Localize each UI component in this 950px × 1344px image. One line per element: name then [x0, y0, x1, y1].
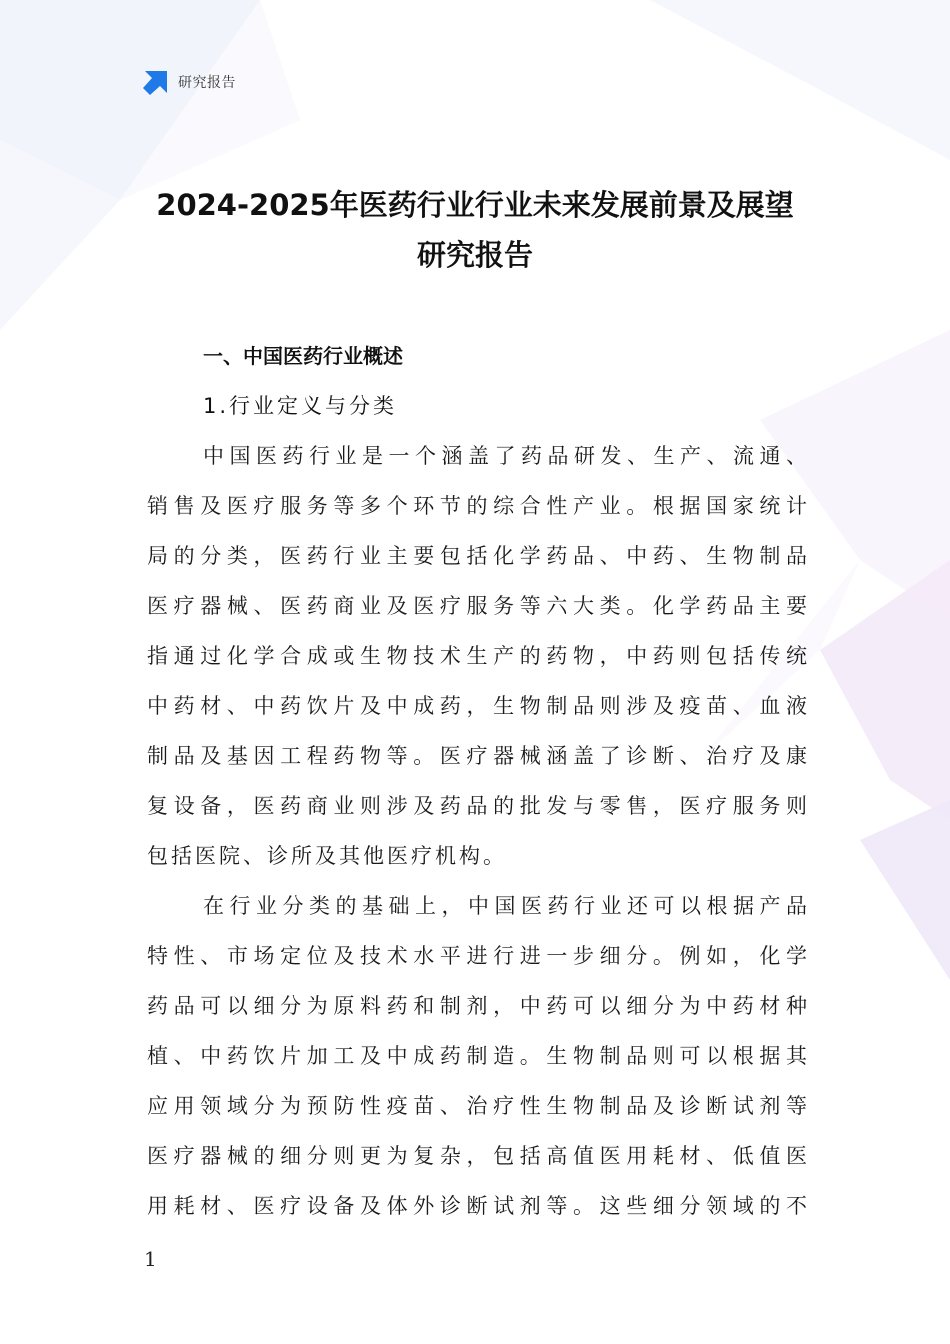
paragraph-line: 制品及基因工程药物等。医疗器械涵盖了诊断、治疗及康 — [147, 744, 807, 768]
paragraph-line: 中药材、中药饮片及中成药，生物制品则涉及疫苗、血液 — [147, 694, 807, 718]
paragraph-line: 特性、市场定位及技术水平进行进一步细分。例如，化学 — [147, 944, 807, 968]
section-heading: 一、中国医药行业概述 — [203, 344, 403, 368]
arrow-up-right-icon — [143, 69, 169, 95]
paragraph-line: 在行业分类的基础上，中国医药行业还可以根据产品 — [203, 894, 807, 918]
paragraph-line: 医疗器械、医药商业及医疗服务等六大类。化学药品主要 — [147, 594, 807, 618]
paragraph-line: 复设备，医药商业则涉及药品的批发与零售，医疗服务则 — [147, 794, 807, 818]
document-body — [147, 331, 807, 1231]
paragraph-2 — [147, 881, 807, 1231]
report-header — [143, 68, 236, 96]
page-number: 1 — [144, 1247, 157, 1271]
paragraph-line: 中国医药行业是一个涵盖了药品研发、生产、流通、 — [203, 444, 807, 468]
paragraph-line: 植、中药饮片加工及中成药制造。生物制品则可以根据其 — [147, 1044, 807, 1068]
paragraph-1 — [147, 431, 807, 881]
title-line-2: 研究报告 — [416, 238, 533, 272]
paragraph-line: 应用领域分为预防性疫苗、治疗性生物制品及诊断试剂等 — [147, 1094, 807, 1118]
paragraph-line: 销售及医疗服务等多个环节的综合性产业。根据国家统计 — [147, 494, 807, 518]
paragraph-line: 局的分类，医药行业主要包括化学药品、中药、生物制品 — [147, 544, 807, 568]
section-subheading: 1.行业定义与分类 — [203, 394, 398, 418]
header-label: 研究报告 — [178, 75, 236, 91]
paragraph-line: 用耗材、医疗设备及体外诊断试剂等。这些细分领域的不 — [147, 1194, 807, 1218]
paragraph-line: 指通过化学合成或生物技术生产的药物，中药则包括传统 — [147, 644, 807, 668]
paragraph-line: 包括医院、诊所及其他医疗机构。 — [147, 844, 507, 868]
paragraph-line: 药品可以细分为原料药和制剂，中药可以细分为中药材种 — [147, 994, 807, 1018]
title-line-1: 2024-2025年医药行业行业未来发展前景及展望 — [156, 188, 794, 222]
document-title — [100, 180, 850, 280]
paragraph-line: 医疗器械的细分则更为复杂，包括高值医用耗材、低值医 — [147, 1144, 807, 1168]
